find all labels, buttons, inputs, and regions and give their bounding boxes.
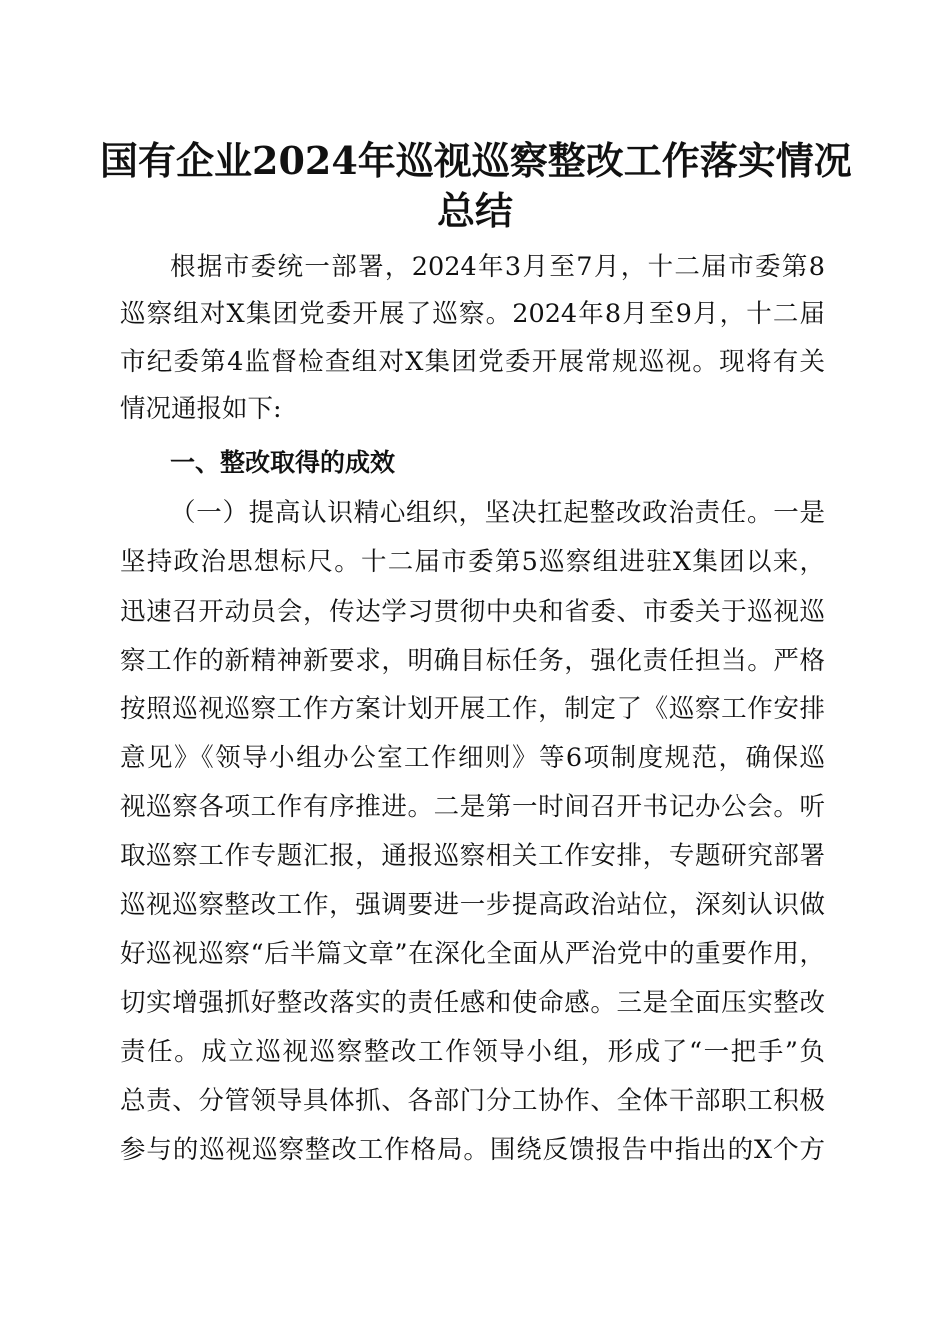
- section-body-line: 总责、分管领导具体抓、各部门分工协作、全体干部职工积极: [120, 1086, 825, 1116]
- section-body-line: 意见》《领导小组办公室工作细则》等6项制度规范，确保巡: [120, 743, 825, 773]
- section-body-line: （一）提高认识精心组织，坚决扛起整改政治责任。一是: [170, 498, 825, 528]
- section-heading: 一、整改取得的成效: [170, 448, 396, 477]
- section-body-line: 按照巡视巡察工作方案计划开展工作，制定了《巡察工作安排: [120, 694, 825, 724]
- document-title-line-1: 国有企业2024年巡视巡察整改工作落实情况: [100, 138, 852, 183]
- section-body-line: 参与的巡视巡察整改工作格局。围绕反馈报告中指出的X个方: [120, 1135, 825, 1165]
- section-body-line: 坚持政治思想标尺。十二届市委第5巡察组进驻X集团以来，: [120, 547, 825, 577]
- section-body-line: 切实增强抓好整改落实的责任感和使命感。三是全面压实整改: [120, 988, 825, 1018]
- section-body-line: 好巡视巡察“后半篇文章”在深化全面从严治党中的重要作用，: [120, 939, 825, 969]
- section-body-line: 取巡察工作专题汇报，通报巡察相关工作安排，专题研究部署: [120, 841, 825, 871]
- section-body-line: 迅速召开动员会，传达学习贯彻中央和省委、市委关于巡视巡: [120, 597, 825, 627]
- intro-paragraph-line: 根据市委统一部署，2024年3月至7月，十二届市委第8: [170, 252, 825, 282]
- section-body-line: 责任。成立巡视巡察整改工作领导小组，形成了“一把手”负: [120, 1037, 825, 1067]
- intro-paragraph-line: 巡察组对X集团党委开展了巡察。2024年8月至9月，十二届: [120, 299, 825, 329]
- section-body-line: 巡视巡察整改工作，强调要进一步提高政治站位，深刻认识做: [120, 890, 825, 920]
- section-body-line: 察工作的新精神新要求，明确目标任务，强化责任担当。严格: [120, 646, 825, 676]
- section-body-line: 视巡察各项工作有序推进。二是第一时间召开书记办公会。听: [120, 792, 825, 822]
- intro-paragraph-line: 情况通报如下:: [120, 394, 282, 424]
- intro-paragraph-line: 市纪委第4监督检查组对X集团党委开展常规巡视。现将有关: [120, 347, 825, 377]
- document-title-line-2: 总结: [436, 188, 513, 233]
